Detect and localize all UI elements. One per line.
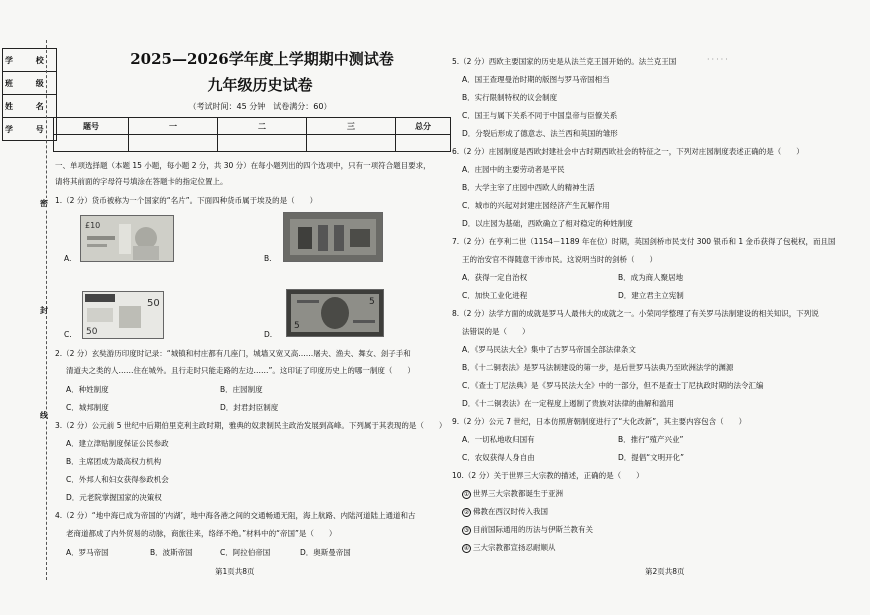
q7-option-d[interactable]: D．建立君主立宪制 xyxy=(618,291,684,300)
q1-banknote-d[interactable] xyxy=(286,289,384,337)
class-label: 班 级 xyxy=(3,72,57,95)
circled-number: ③ xyxy=(463,526,470,534)
q10-statement-3[interactable] xyxy=(462,525,593,535)
q5-option-d[interactable]: D．分裂后形成了德意志、法兰西和英国的雏形 xyxy=(462,129,618,138)
score-cell[interactable] xyxy=(307,135,396,152)
question-2-stem: 清道夫之类的人……住在城外。且行走时只能走路的左边……”。这印证了印度历史上的哪一制度（ ） xyxy=(66,366,415,375)
q1-option-a-label: A. xyxy=(64,254,72,263)
q8-option-d[interactable]: D．《十二铜表法》在一定程度上遏制了贵族对法律的曲解和滥用 xyxy=(462,399,675,408)
page-number-left: 第1页共8页 xyxy=(215,567,255,576)
score-cell[interactable] xyxy=(54,135,129,152)
page-number-right: 第2页共8页 xyxy=(645,567,685,576)
svg-text:50: 50 xyxy=(86,327,98,337)
q6-option-d[interactable]: D．以庄园为基础，西欧确立了相对稳定的种姓制度 xyxy=(462,219,633,228)
q8-option-c[interactable]: C．《查士丁尼法典》是《罗马民法大全》中的一部分，但不是查士丁尼执政时期的法令汇编 xyxy=(462,381,764,390)
score-header: 三 xyxy=(307,118,396,135)
score-header: 题号 xyxy=(54,118,129,135)
q8-option-a[interactable]: A．《罗马民法大全》集中了古罗马帝国全部法律条文 xyxy=(462,345,636,354)
q6-option-a[interactable]: A．庄园中的主要劳动者是平民 xyxy=(462,165,565,174)
question-3-stem: 3.（2 分）公元前 5 世纪中后期伯里克利主政时期，雅典的奴隶制民主政治发展到高峰。下列属于其表现的是（ ） xyxy=(55,421,447,430)
q9-option-d[interactable]: D．提倡“文明开化” xyxy=(618,453,685,462)
seal-char-mi: 密 xyxy=(40,199,48,208)
svg-text:5: 5 xyxy=(294,321,300,331)
q1-banknote-b[interactable] xyxy=(283,212,383,262)
score-header: 一 xyxy=(129,118,218,135)
question-10-stem: 10.（2 分）关于世界三大宗教的描述，正确的是（ ） xyxy=(452,471,644,480)
score-cell[interactable] xyxy=(396,135,451,152)
q5-option-b[interactable]: B．实行限制特权的议会制度 xyxy=(462,93,558,102)
egyptian-note-image xyxy=(284,213,382,261)
q9-option-c[interactable]: C．农奴获得人身自由 xyxy=(462,453,535,462)
student-id-label: 学 号 xyxy=(3,118,57,141)
question-8-stem: 8.（2 分）法学方面的成就是罗马人最伟大的成就之一。小荣同学整理了有关罗马法制建设的相关知识，下列说 xyxy=(452,309,819,318)
question-4-stem: 老商道都成了内外贸易的动脉，商旅往来，络绎不绝。”材料中的“帝国”是（ ） xyxy=(66,529,337,538)
q5-option-a[interactable]: A．国王查理曼治时期的版图与罗马帝国相当 xyxy=(462,75,610,84)
q10-statement-1[interactable] xyxy=(462,489,563,499)
q2-option-a[interactable]: A．种姓制度 xyxy=(66,385,109,394)
q6-option-c[interactable]: C．城市的兴起对封建庄园经济产生瓦解作用 xyxy=(462,201,610,210)
question-8-stem: 法错误的是（ ） xyxy=(462,327,530,336)
circled-number: ④ xyxy=(463,544,470,552)
q1-option-b-label: B. xyxy=(264,254,272,263)
circled-number: ② xyxy=(463,508,470,516)
q7-option-a[interactable]: A．获得一定自治权 xyxy=(462,273,528,282)
q3-option-c[interactable]: C．外邦人和妇女获得参政机会 xyxy=(66,475,169,484)
exam-title: 2025—2026学年度上学期期中测试卷 xyxy=(130,50,394,68)
svg-text:5: 5 xyxy=(369,297,375,307)
school-label: 学 校 xyxy=(3,49,57,72)
seal-char-xian: 线 xyxy=(40,411,48,420)
q10-statement-4[interactable] xyxy=(462,543,556,553)
q6-option-b[interactable]: B．大学主宰了庄园中西欧人的精神生活 xyxy=(462,183,595,192)
q2-option-c[interactable]: C．城邦制度 xyxy=(66,403,109,412)
score-table xyxy=(53,117,451,152)
score-cell[interactable] xyxy=(129,135,218,152)
q4-option-d[interactable]: D．奥斯曼帝国 xyxy=(300,548,351,557)
question-7-stem: 王的治安官不得随意干涉市民。这说明当时的剑桥（ ） xyxy=(462,255,657,264)
q9-option-a[interactable]: A．一切私地收归国有 xyxy=(462,435,535,444)
q1-banknote-a[interactable] xyxy=(80,215,174,262)
q1-banknote-c[interactable] xyxy=(82,291,164,339)
q2-option-d[interactable]: D．封君封臣制度 xyxy=(220,403,279,412)
euro-note-image xyxy=(83,292,163,338)
q5-option-c[interactable]: C．国王与属下关系不同于中国皇帝与臣僚关系 xyxy=(462,111,618,120)
q3-option-a[interactable]: A．建立津贴制度保证公民参政 xyxy=(66,439,169,448)
score-cell[interactable] xyxy=(218,135,307,152)
q10-statement-text: 三大宗教都宣扬忍耐顺从 xyxy=(473,543,556,552)
question-2-stem: 2.（2 分）玄奘游历印度时记录：“城镇和村庄都有几座门，城墙又宽又高……屠夫、渔夫、舞女、刽子手和 xyxy=(55,349,411,358)
dollar-note-image xyxy=(287,290,383,336)
svg-text:£10: £10 xyxy=(85,221,101,230)
exam-info: （考试时间：45 分钟 试卷满分：60） xyxy=(188,102,332,111)
exam-subtitle: 九年级历史试卷 xyxy=(207,76,313,94)
handwriting-smudge: ····· xyxy=(707,55,730,64)
q2-option-b[interactable]: B．庄园制度 xyxy=(220,385,263,394)
circled-number: ① xyxy=(463,490,470,498)
score-header: 二 xyxy=(218,118,307,135)
q7-option-c[interactable]: C．加快工业化进程 xyxy=(462,291,528,300)
question-9-stem: 9.（2 分）公元 7 世纪，日本仿照唐朝制度进行了“大化改新”，其主要内容包含（ ） xyxy=(452,417,747,426)
question-1-stem: 1.（2 分）货币被称为一个国家的“名片”。下面四种货币属于埃及的是（ ） xyxy=(55,196,318,205)
q10-statement-text: 世界三大宗教都诞生于亚洲 xyxy=(473,489,563,498)
q10-statement-text: 目前国际通用的历法与伊斯兰教有关 xyxy=(473,525,593,534)
pound-note-image xyxy=(81,216,173,261)
name-label: 姓 名 xyxy=(3,95,57,118)
q10-statement-text: 佛教在西汉时传入我国 xyxy=(473,507,548,516)
student-info-table xyxy=(2,48,57,141)
q8-option-b[interactable]: B．《十二铜表法》是罗马法制建设的第一步，是后世罗马法典乃至欧洲法学的渊源 xyxy=(462,363,734,372)
q1-option-d-label: D. xyxy=(264,330,273,339)
q9-option-b[interactable]: B．推行“殖产兴业” xyxy=(618,435,684,444)
q4-option-b[interactable]: B．波斯帝国 xyxy=(150,548,193,557)
question-6-stem: 6.（2 分）庄园制度是西欧封建社会中古时期西欧社会的特征之一，下列对庄园制度表述正确的是（ ） xyxy=(452,147,804,156)
q3-option-d[interactable]: D．元老院掌握国家的决策权 xyxy=(66,493,162,502)
q3-option-b[interactable]: B．主席团成为最高权力机构 xyxy=(66,457,162,466)
section-intro: 请将其前面的字母符号填涂在答题卡的指定位置上。 xyxy=(55,177,228,186)
score-header: 总分 xyxy=(396,118,451,135)
section-intro: 一、单项选择题（本题 15 小题，每小题 2 分，共 30 分）在每小题列出的四个选项中，只有一项符合题目要求， xyxy=(55,161,431,170)
question-4-stem: 4.（2 分）“地中海已成为帝国的‘内湖’，地中海各港之间的交通畅通无阻，海上航路、内陆河道陆上通道和古 xyxy=(55,511,416,520)
question-5-stem: 5.（2 分）西欧主要国家的历史是从法兰克王国开始的。法兰克王国 xyxy=(452,57,677,66)
question-7-stem: 7.（2 分）在亨利二世（1154－1189 年在位）时期，英国剑桥市民支付 300 银币和 1 金币获得了包税权，而且国 xyxy=(452,237,836,246)
q10-statement-2[interactable] xyxy=(462,507,548,517)
q1-option-c-label: C. xyxy=(64,330,72,339)
q4-option-c[interactable]: C．阿拉伯帝国 xyxy=(220,548,271,557)
q7-option-b[interactable]: B．成为商人聚居地 xyxy=(618,273,684,282)
seal-char-feng: 封 xyxy=(40,306,48,315)
svg-text:50: 50 xyxy=(147,298,160,309)
q4-option-a[interactable]: A．罗马帝国 xyxy=(66,548,109,557)
